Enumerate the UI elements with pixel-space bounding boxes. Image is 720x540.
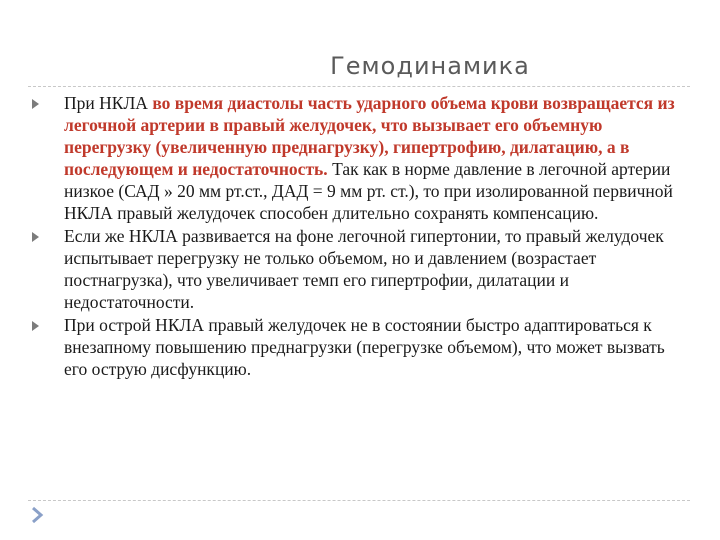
triangle-right-icon xyxy=(32,99,39,109)
title-divider xyxy=(28,86,690,87)
slide-title: Гемодинамика xyxy=(330,52,530,80)
bullet-3-text: При острой НКЛА правый желудочек не в состоянии быстро адаптироваться к внезапному повышению преднагрузки (перегрузке объемом), что может вызвать его острую дисфункцию. xyxy=(64,315,665,379)
bullet-1-text: Так как в норме давление в легочной артерии низкое (САД » 20 мм рт.ст., ДАД = 9 мм рт. ст.), то при изолированной первичной НКЛА правый желудочек способен длительно сохранять компенсацию. xyxy=(64,159,673,223)
bullet-1-highlight: во время диастолы часть ударного объема крови возвращается из легочной артерии в правый желудочек, что вызывает его объемную перегрузку (увеличенную преднагрузку), гипертрофию, дилатацию, а в последующем и недостаточность. xyxy=(64,93,675,179)
triangle-right-icon xyxy=(32,232,39,242)
bullet-2-text: Если же НКЛА развивается на фоне легочной гипертонии, то правый желудочек испытывает перегрузку не только объемом, но и давлением (возрастает постнагрузка), что увеличивает темп его гипертрофии, дилатации и недостаточности. xyxy=(64,226,664,312)
bullet-1-prefix: При НКЛА xyxy=(64,93,153,113)
triangle-right-icon xyxy=(32,321,39,331)
bullet-item-1 xyxy=(30,92,690,224)
chevron-right-icon xyxy=(30,506,44,524)
bullet-item-2 xyxy=(30,225,690,313)
footer-divider xyxy=(28,500,690,501)
bullet-item-3 xyxy=(30,314,690,380)
bullet-list xyxy=(30,92,690,381)
